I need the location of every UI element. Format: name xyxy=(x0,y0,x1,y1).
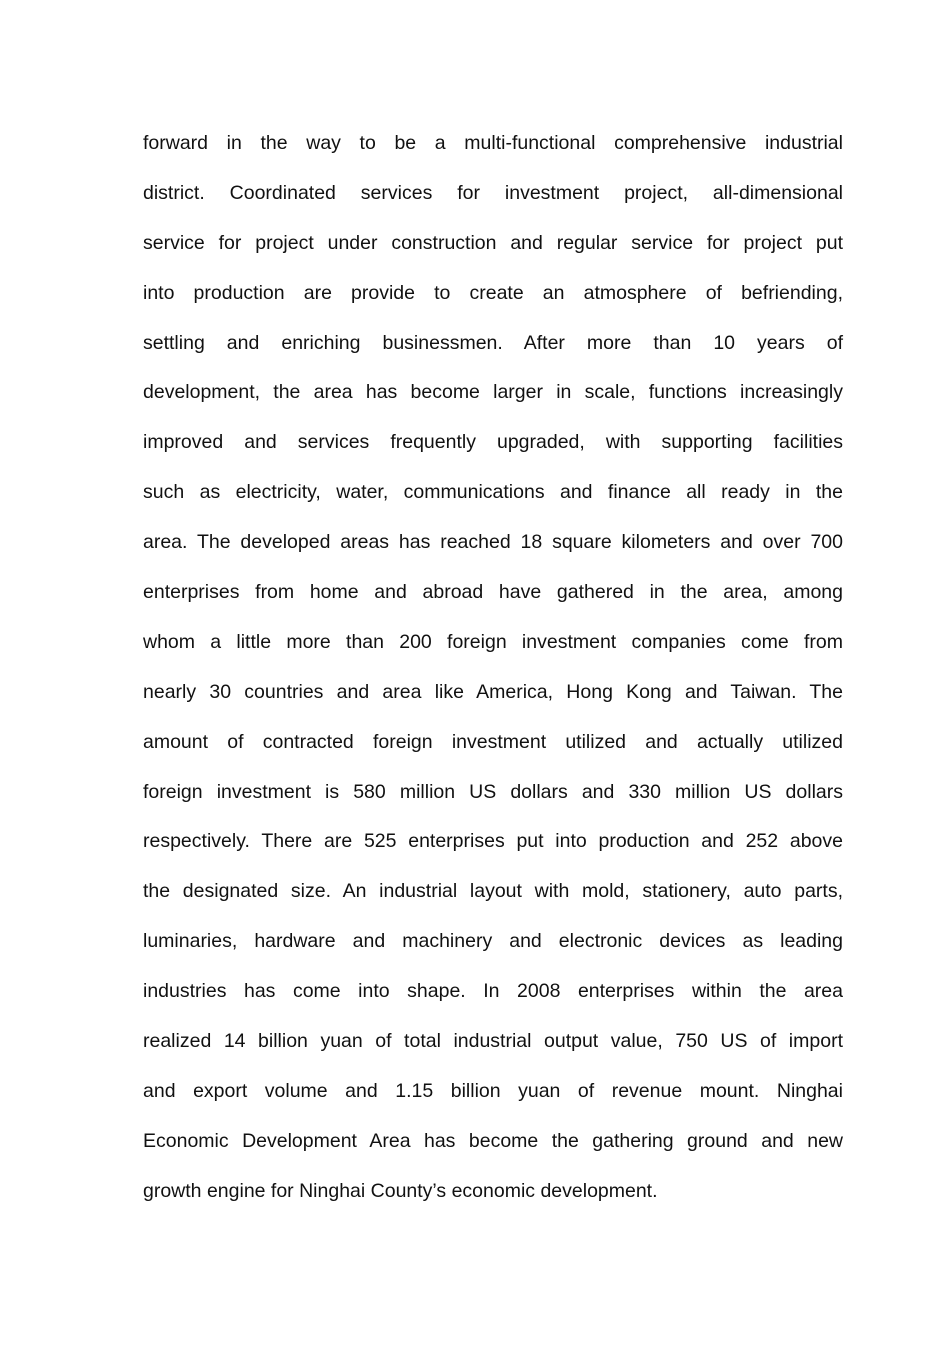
text-line-9: area. The developed areas has reached 18 square kilometers and over 700 xyxy=(143,531,843,554)
text-line-15: respectively. There are 525 enterprises put into production and 252 above xyxy=(143,830,843,853)
text-line-4: into production are provide to create an atmosphere of befriending, xyxy=(143,281,843,304)
text-line-13: amount of contracted foreign investment utilized and actually utilized xyxy=(143,730,843,753)
text-line-18: industries has come into shape. In 2008 enterprises within the area xyxy=(143,980,843,1003)
text-line-20: and export volume and 1.15 billion yuan of revenue mount. Ninghai xyxy=(143,1079,843,1102)
text-line-2: district. Coordinated services for investment project, all-dimensional xyxy=(143,181,843,204)
text-line-3: service for project under construction and regular service for project put xyxy=(143,231,843,254)
text-line-6: development, the area has become larger in scale, functions increasingly xyxy=(143,381,843,404)
text-line-1: forward in the way to be a multi-functional comprehensive industrial xyxy=(143,132,843,154)
text-line-16: the designated size. An industrial layout with mold, stationery, auto parts, xyxy=(143,880,843,903)
text-line-10: enterprises from home and abroad have gathered in the area, among xyxy=(143,581,843,604)
text-line-14: foreign investment is 580 million US dollars and 330 million US dollars xyxy=(143,780,843,803)
body-paragraph xyxy=(143,128,843,1226)
text-line-7: improved and services frequently upgraded, with supporting facilities xyxy=(143,431,843,454)
text-line-19: realized 14 billion yuan of total industrial output value, 750 US of import xyxy=(143,1030,843,1053)
text-line-5: settling and enriching businessmen. After more than 10 years of xyxy=(143,331,843,354)
text-line-12: nearly 30 countries and area like America, Hong Kong and Taiwan. The xyxy=(143,680,843,703)
text-line-21: Economic Development Area has become the gathering ground and new xyxy=(143,1129,843,1152)
text-line-22: growth engine for Ninghai County’s economic development. xyxy=(143,1179,658,1202)
text-line-17: luminaries, hardware and machinery and electronic devices as leading xyxy=(143,930,843,953)
text-line-8: such as electricity, water, communications and finance all ready in the xyxy=(143,481,843,504)
text-line-11: whom a little more than 200 foreign investment companies come from xyxy=(143,630,843,653)
